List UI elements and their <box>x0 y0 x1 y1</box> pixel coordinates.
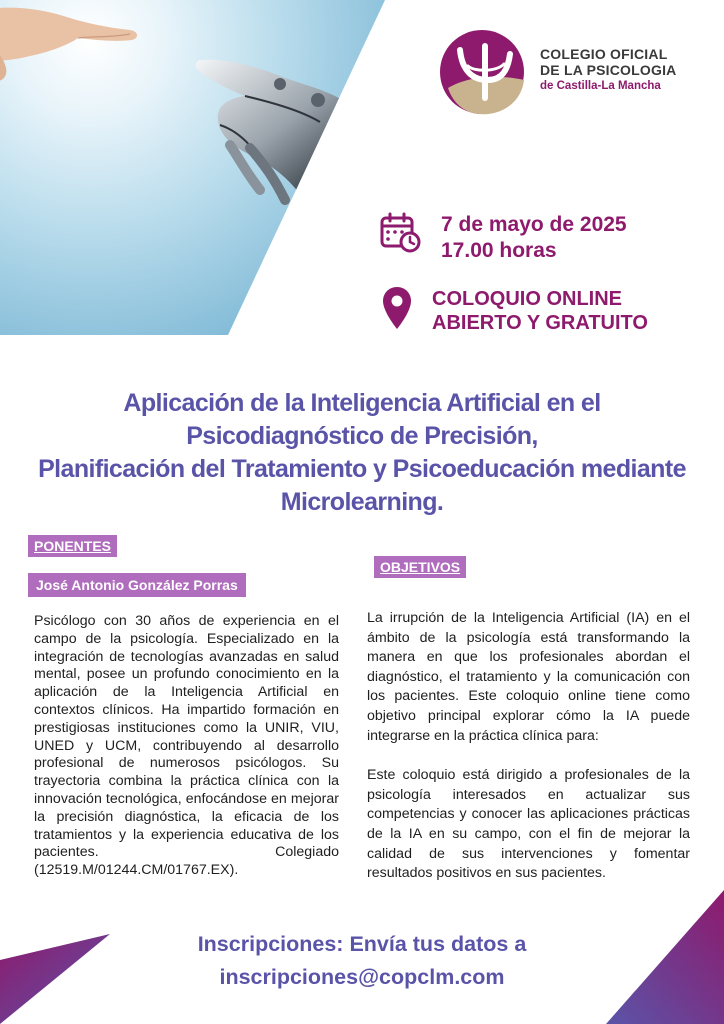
corner-decoration-right <box>606 890 724 1024</box>
speaker-bio: Psicólogo con 30 años de experiencia en el campo de la psicología. Especializado en la integración de tecnologías avanzadas en salud mental, posee un profundo conocimiento en la aplicación de la Inteligencia Artificial en contextos clínicos. Ha impartido formación en prestigiosas instituciones como la UNIR, VIU, UNED y UCM, contribuyendo al desarrollo profesional de numerosos psicólogos. Su trayectoria combina la práctica clínica con la innovación tecnológica, enfocándose en mejorar la precisión diagnóstica, la eficacia de los tratamientos y la experiencia educativa de los pacientes. Colegiado (12519.M/01244.CM/01767.EX). <box>34 613 339 879</box>
event-time: 17.00 horas <box>441 239 557 262</box>
logo-line-3: de Castilla-La Mancha <box>540 80 661 92</box>
corner-decoration-left <box>0 920 110 1024</box>
speaker-name: José Antonio González Porras <box>28 573 246 597</box>
event-date: 7 de mayo de 2025 <box>441 213 627 236</box>
objectives-text <box>367 609 690 884</box>
objectives-paragraph-2: Este coloquio está dirigido a profesionales de la psicología interesados en actualizar sus competencias y conocer las aplicaciones prácticas de la IA en su campo, con el fin de mejorar la calidad de sus intervenciones y fomentar resultados positivos en sus pacientes. <box>367 767 690 882</box>
calendar-clock-icon <box>380 212 422 254</box>
hero-image <box>0 0 390 335</box>
human-hand-image <box>0 0 170 90</box>
logo-text <box>540 46 676 94</box>
robot-hand-image <box>190 50 390 210</box>
title-line-1: Aplicación de la Inteligencia Artificial en el <box>123 389 601 417</box>
logo-line-1: COLEGIO OFICIAL <box>540 46 668 62</box>
location-pin-icon <box>381 285 413 331</box>
objectives-paragraph-1: La irrupción de la Inteligencia Artificial (IA) en el ámbito de la psicología está transformando la manera en que los profesionales abordan el diagnóstico, el tratamiento y la comunicación con los pacientes. Este coloquio online tiene como objetivo principal explorar cómo la IA puede integrarse en la práctica clínica para: <box>367 610 690 744</box>
logo-line-2: DE LA PSICOLOGIA <box>540 62 677 78</box>
objetivos-section-label: OBJETIVOS <box>374 556 466 578</box>
event-type-line-1: COLOQUIO ONLINE <box>432 288 622 310</box>
registration-text: Inscripciones: Envía tus datos a <box>197 932 527 956</box>
event-type-line-2: ABIERTO Y GRATUITO <box>432 312 648 334</box>
title-line-4: Microlearning. <box>280 488 444 516</box>
title-line-2: Psicodiagnóstico de Precisión, <box>186 422 538 450</box>
title-line-3: Planificación del Tratamiento y Psicoeducación mediante <box>38 455 686 483</box>
ponentes-section-label: PONENTES <box>28 535 117 557</box>
registration-email-link[interactable]: inscripciones@copclm.com <box>219 965 505 989</box>
logo-mark-icon <box>438 28 526 116</box>
